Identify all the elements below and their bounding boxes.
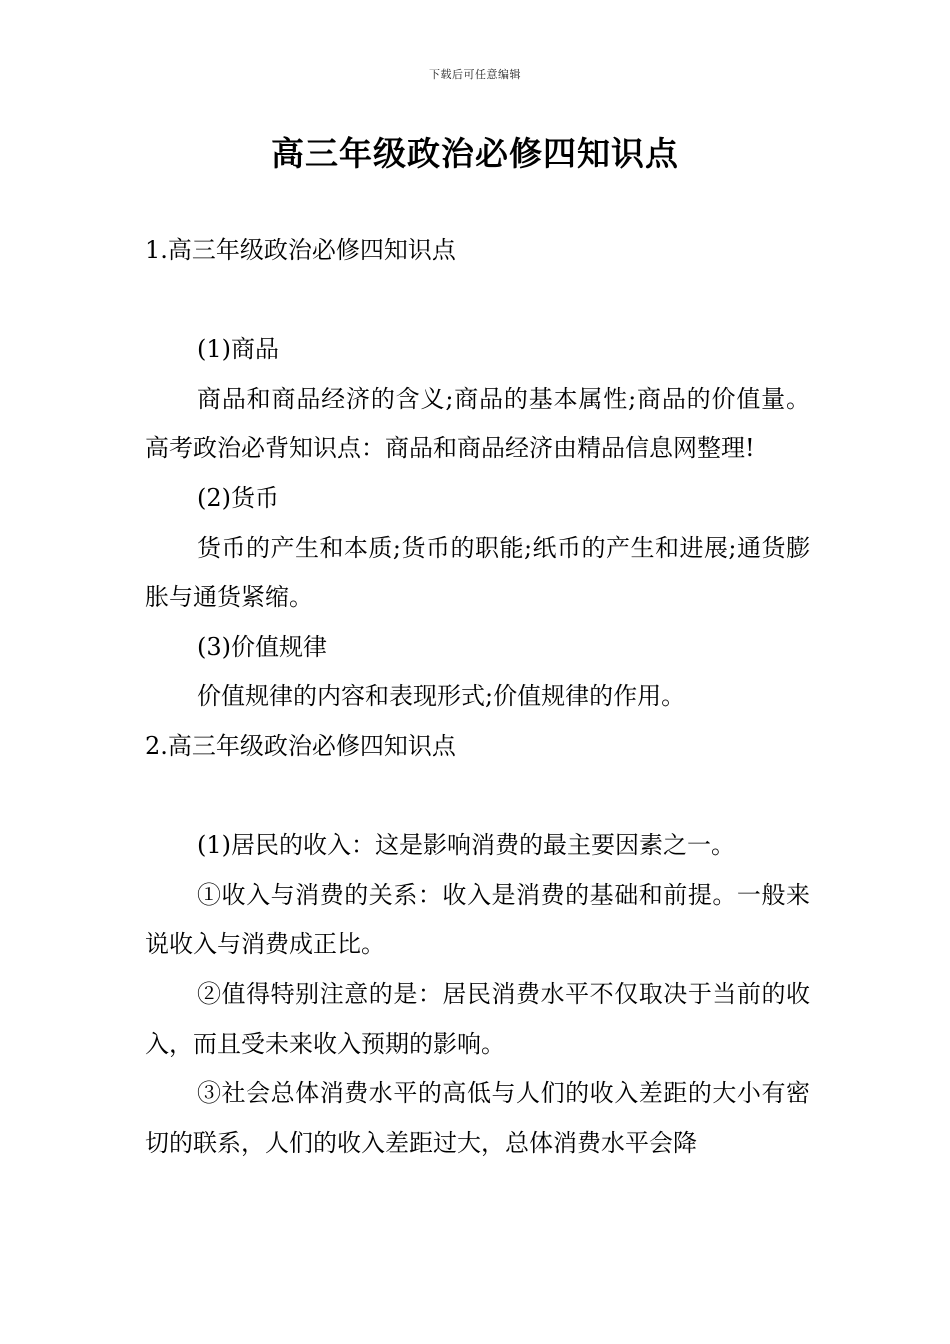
blank-line [145,276,810,326]
section-heading: 1.高三年级政治必修四知识点 [145,236,456,264]
paragraph: ①收入与消费的关系：收入是消费的基础和前提。一般来说收入与消费成正比。 [145,880,810,959]
paragraph: ②值得特别注意的是：居民消费水平不仅取决于当前的收入，而且受未来收入预期的影响。 [145,979,810,1058]
subheading-law-of-value: (3)价值规律 [197,632,327,661]
blank-line [145,772,810,822]
page-title: 高三年级政治必修四知识点 [271,134,679,173]
paragraph: 货币的产生和本质;货币的职能;纸币的产生和进展;通货膨胀与通货紧缩。 [145,533,810,612]
subheading-income: (1)居民的收入：这是影响消费的最主要因素之一。 [197,831,735,860]
paragraph: 价值规律的内容和表现形式;价值规律的作用。 [197,682,686,711]
header-note: 下载后可任意编辑 [429,68,521,81]
subheading-commodity: (1)商品 [197,335,279,364]
subheading-currency: (2)货币 [197,483,279,512]
paragraph: ③社会总体消费水平的高低与人们的收入差距的大小有密切的联系，人们的收入差距过大，总体消费水平会降 [145,1079,810,1157]
section-heading: 2.高三年级政治必修四知识点 [145,731,456,760]
paragraph: 商品和商品经济的含义;商品的基本属性;商品的价值量。高考政治必背知识点：商品和商品经济由精品信息网整理! [145,384,810,463]
document-body [145,226,810,1168]
